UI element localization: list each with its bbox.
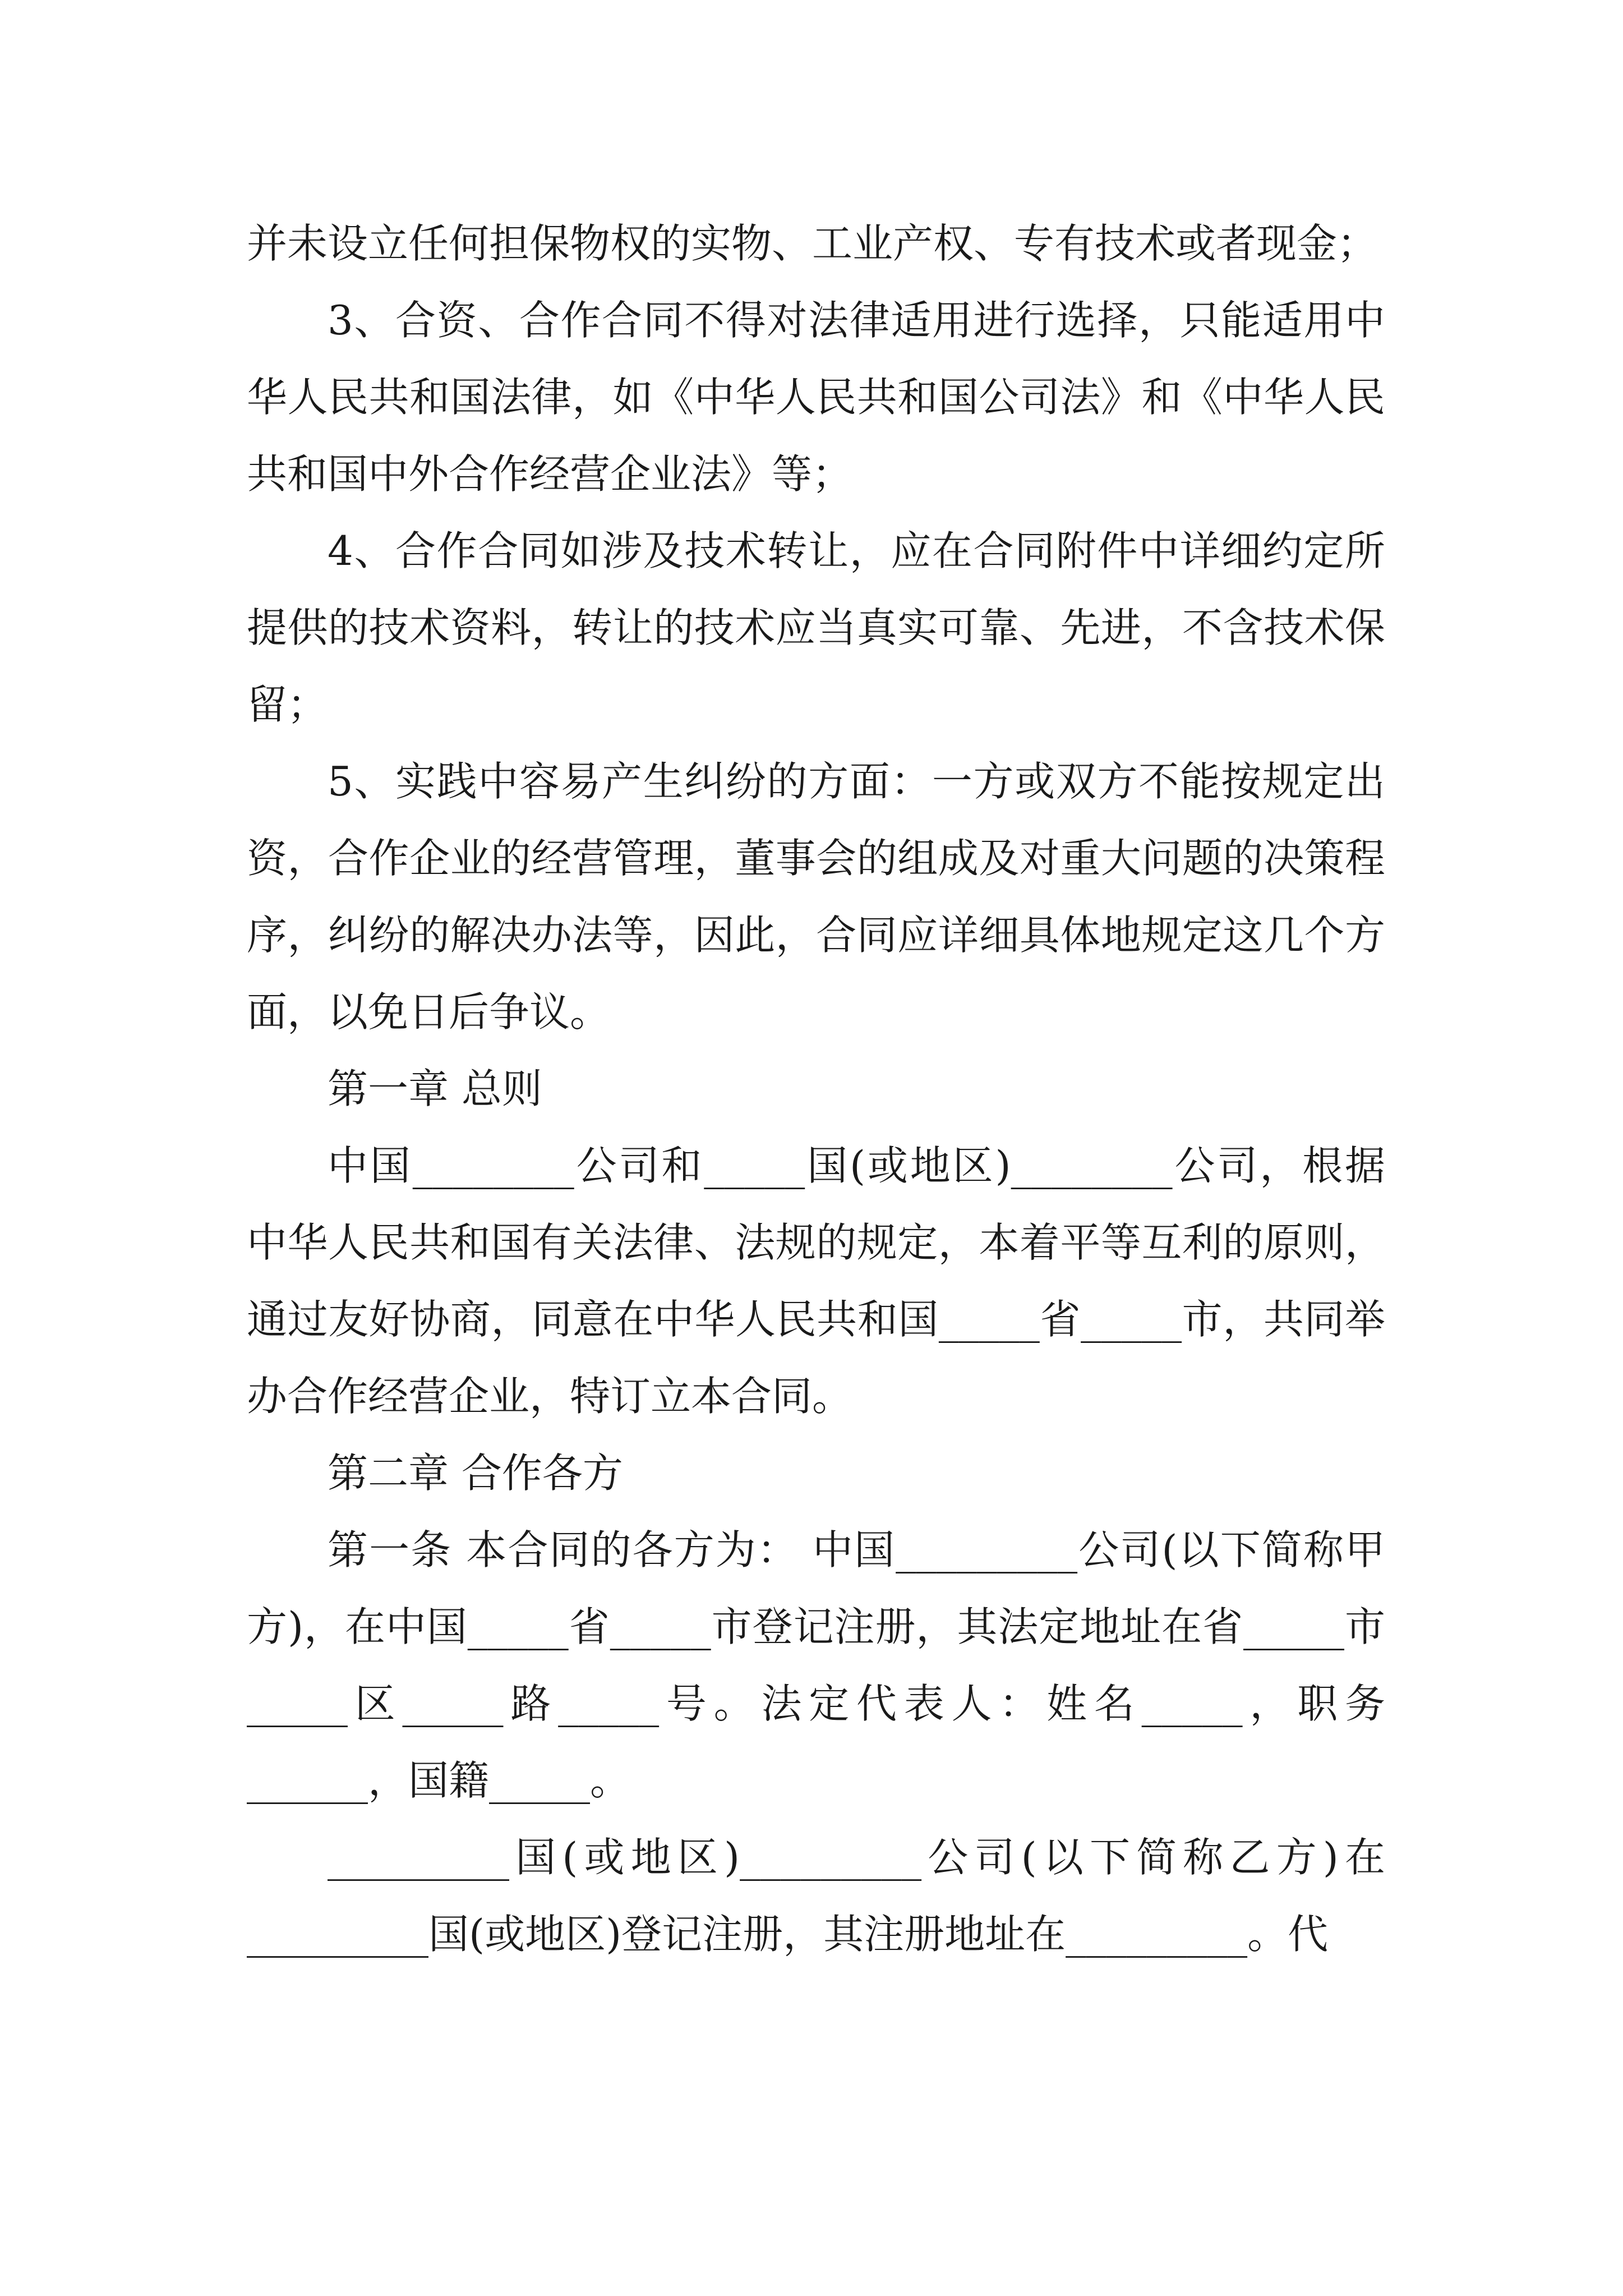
paragraph-item-4: 4、合作合同如涉及技术转让，应在合同附件中详细约定所提供的技术资料，转让的技术应当真实可靠、先进，不含技术保留； — [247, 527, 1385, 728]
paragraph-party-b: _________国(或地区)_________公司(以下简称乙方)在_________国(或地区)登记注册，其注册地址在_________。代 — [247, 1834, 1385, 1958]
chapter-2-heading: 第二章 合作各方 — [328, 1450, 623, 1497]
paragraph-collateral-end: 并未设立任何担保物权的实物、工业产权、专有技术或者现金； — [247, 220, 1378, 267]
article-1-party-a: 第一条 本合同的各方为： 中国_________公司(以下简称甲方)，在中国_____省_____市登记注册，其法定地址在省_____市_____区_____路_____号。法定代表人：姓名_____，职务______，国籍_____。 — [247, 1526, 1385, 1804]
paragraph-item-5: 5、实践中容易产生纠纷的方面：一方或双方不能按规定出资，合作企业的经营管理，董事会的组成及对重大问题的决策程序，纠纷的解决办法等，因此，合同应详细具体地规定这几个方面，以免日后争议。 — [247, 758, 1385, 1036]
paragraph-general-provisions: 中国________公司和_____国(或地区)________公司，根据中华人民共和国有关法律、法规的规定，本着平等互利的原则，通过友好协商，同意在中华人民共和国_____省_____市，共同举办合作经营企业，特订立本合同。 — [247, 1142, 1385, 1420]
chapter-1-heading: 第一章 总则 — [328, 1065, 542, 1112]
paragraph-item-3: 3、合资、合作合同不得对法律适用进行选择，只能适用中华人民共和国法律，如《中华人民共和国公司法》和《中华人民共和国中外合作经营企业法》等； — [247, 297, 1385, 498]
document-body — [247, 205, 1385, 1973]
